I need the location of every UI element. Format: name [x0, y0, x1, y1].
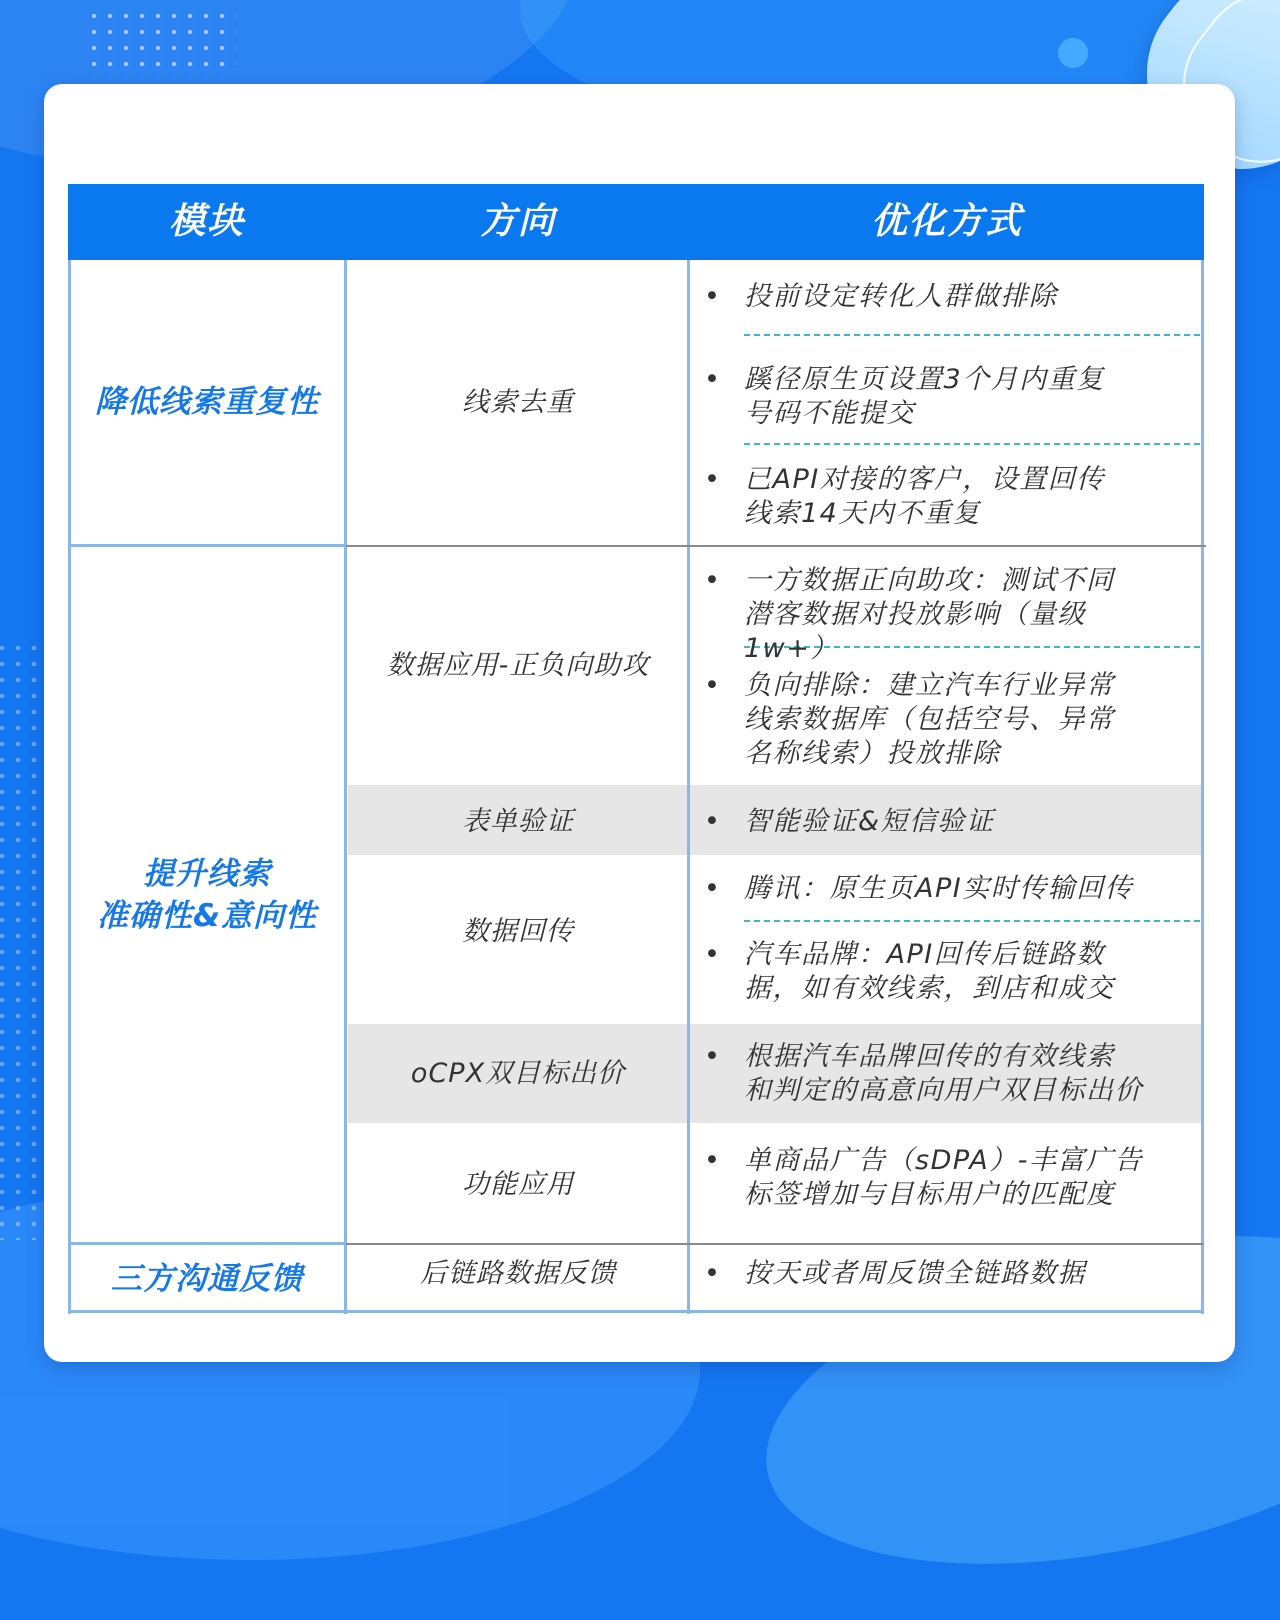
- method-item: [704, 1144, 1164, 1212]
- method-item: [704, 938, 1164, 1006]
- method-item: [704, 669, 1164, 771]
- method-text: 一方数据正向助攻：测试不同: [744, 565, 1115, 596]
- header-method: 优化方式: [870, 201, 1023, 242]
- dashed-divider: [744, 920, 1200, 922]
- direction-label: 表单验证: [462, 806, 574, 837]
- table-header: [68, 184, 1204, 260]
- bullet-icon: •: [704, 1258, 722, 1289]
- row-divider: [346, 1243, 1204, 1245]
- method-text: 单商品广告（sDPA）-丰富广告: [744, 1145, 1144, 1176]
- bullet-icon: •: [704, 670, 722, 701]
- bullet-icon: •: [704, 281, 722, 312]
- direction-label: 后链路数据反馈: [420, 1258, 616, 1289]
- module-label: 三方沟通反馈: [111, 1261, 303, 1297]
- bullet-icon: •: [704, 464, 722, 495]
- bullet-icon: •: [704, 873, 722, 904]
- direction-label: 数据应用-正负向助攻: [386, 650, 650, 681]
- table-border-right: [1201, 260, 1204, 1314]
- row-divider: [346, 545, 1206, 547]
- decorative-orb: [1058, 38, 1088, 68]
- method-item: [704, 1257, 1164, 1291]
- method-text: 线索14天内不重复: [744, 498, 981, 529]
- method-text: 汽车品牌：API回传后链路数: [744, 939, 1105, 970]
- method-text: 蹊径原生页设置3个月内重复: [744, 364, 1105, 395]
- module-label: 准确性&意向性: [96, 898, 318, 934]
- method-text: 投前设定转化人群做排除: [744, 281, 1058, 312]
- row-divider: [68, 1242, 346, 1245]
- method-item: [704, 363, 1164, 431]
- bullet-icon: •: [704, 565, 722, 596]
- direction-label: 功能应用: [462, 1169, 574, 1200]
- direction-label: 线索去重: [462, 387, 574, 418]
- header-module: 模块: [168, 201, 245, 242]
- dashed-divider: [744, 334, 1200, 336]
- method-text: 腾讯：原生页API实时传输回传: [744, 873, 1134, 904]
- method-item: [704, 463, 1164, 531]
- method-text: 智能验证&短信验证: [744, 806, 995, 837]
- method-text: 名称线索）投放排除: [744, 738, 1001, 769]
- method-item: [704, 872, 1164, 906]
- table-border-bottom: [68, 1310, 1204, 1313]
- direction-label: oCPX双目标出价: [410, 1058, 626, 1089]
- bullet-icon: •: [704, 806, 722, 837]
- method-text: 线索数据库（包括空号、异常: [744, 704, 1115, 735]
- method-item: [704, 1040, 1164, 1108]
- dot-pattern: [0, 640, 42, 1240]
- method-item: [704, 280, 1164, 314]
- module-label: 提升线索: [143, 856, 271, 892]
- header-direction: 方向: [479, 201, 556, 242]
- direction-label: 数据回传: [462, 916, 574, 947]
- row-divider: [68, 544, 346, 547]
- bullet-icon: •: [704, 1145, 722, 1176]
- method-item: [704, 805, 1164, 839]
- method-text: 和判定的高意向用户双目标出价: [744, 1075, 1143, 1106]
- method-item: [704, 564, 1164, 666]
- method-text: 已API对接的客户，设置回传: [744, 464, 1105, 495]
- module-label: 降低线索重复性: [95, 384, 319, 420]
- method-text: 据，如有效线索，到店和成交: [744, 973, 1115, 1004]
- bullet-icon: •: [704, 1041, 722, 1072]
- dashed-divider: [744, 443, 1200, 445]
- optimization-table: [68, 184, 1204, 1314]
- dot-pattern: [86, 8, 236, 78]
- method-text: 按天或者周反馈全链路数据: [744, 1258, 1086, 1289]
- method-text: 号码不能提交: [744, 398, 915, 429]
- bullet-icon: •: [704, 364, 722, 395]
- method-text: 潜客数据对投放影响（量级1w+）: [744, 599, 1086, 664]
- method-text: 负向排除：建立汽车行业异常: [744, 670, 1115, 701]
- method-text: 根据汽车品牌回传的有效线索: [744, 1041, 1115, 1072]
- bullet-icon: •: [704, 939, 722, 970]
- method-text: 标签增加与目标用户的匹配度: [744, 1179, 1115, 1210]
